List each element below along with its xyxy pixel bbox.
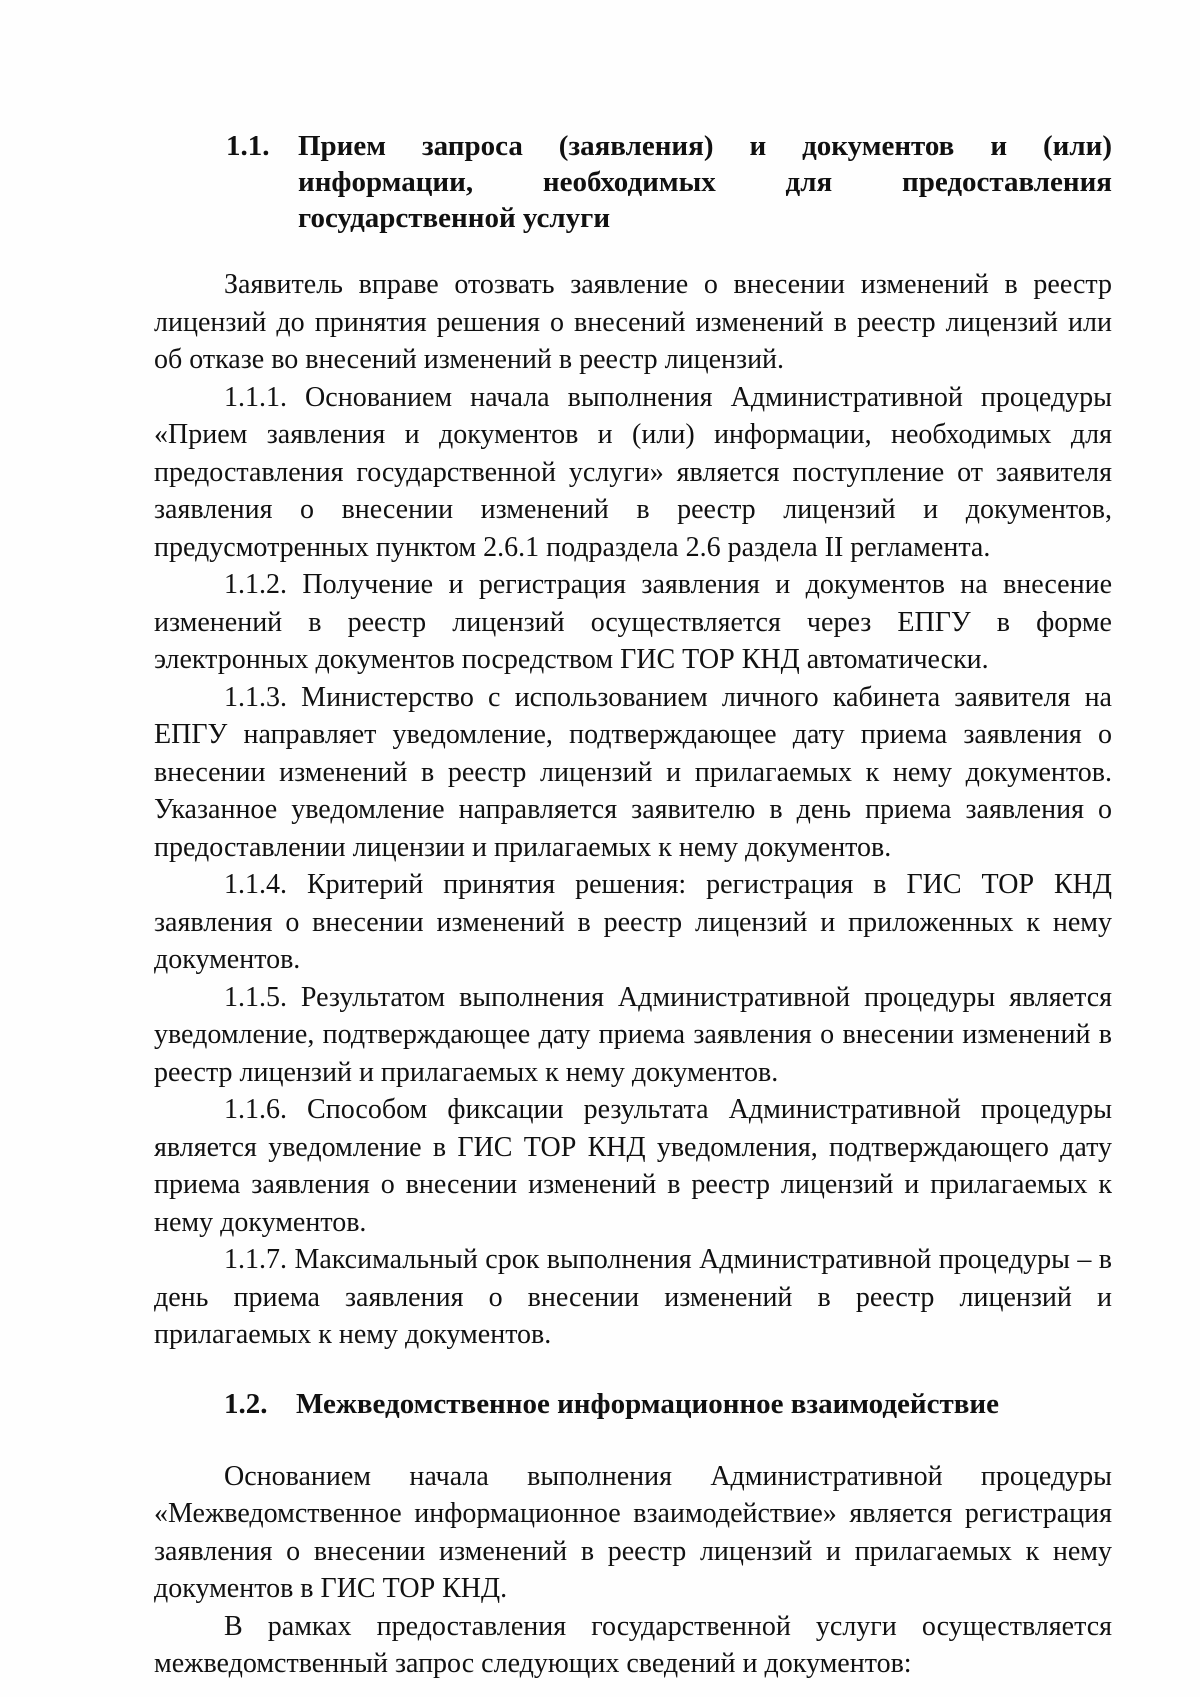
section-heading-1-1	[154, 128, 1112, 236]
section-number: 1.1.	[226, 130, 270, 162]
section-title: Межведомственное информационное взаимодействие	[296, 1387, 999, 1420]
paragraph: 1.1.7. Максимальный срок выполнения Административной процедуры – в день приема заявления о внесении изменений в реестр лицензий и прилагаемых к нему документов.	[154, 1244, 1112, 1350]
paragraph: 1.1.5. Результатом выполнения Административной процедуры является уведомление, подтверждающее дату приема заявления о внесении изменений в реестр лицензий и прилагаемых к нему документов.	[154, 981, 1112, 1088]
paragraph: В рамках предоставления государственной услуги осуществляется межведомственный запрос следующих сведений и документов:	[154, 1610, 1112, 1679]
paragraph: 1.1.2. Получение и регистрация заявления и документов на внесение изменений в реестр лицензий осуществляется через ЕПГУ в форме электронных документов посредством ГИС ТОР КНД автоматически.	[154, 569, 1112, 675]
section-spacer	[154, 1354, 1112, 1386]
paragraph: Заявитель вправе отозвать заявление о внесении изменений в реестр лицензий до принятия решения о внесений изменений в реестр лицензий или об отказе во внесений изменений в реестр лицензий.	[154, 269, 1112, 375]
paragraph: 1.1.3. Министерство с использованием личного кабинета заявителя на ЕПГУ направляет уведомление, подтверждающее дату приема заявления о внесении изменений в реестр лицензий и прилагаемых к нему документов. Указанное уведомление направляется заявителю в день приема заявления о предоставлении лицензии и прилагаемых к нему документов.	[154, 681, 1112, 863]
paragraph: Основанием начала выполнения Административной процедуры «Межведомственное информационное взаимодействие» является регистрация заявления о внесении изменений в реестр лицензий и прилагаемых к нему документов в ГИС ТОР КНД.	[154, 1460, 1112, 1604]
section-title: Прием запроса (заявления) и документов и (или) информации, необходимых для предоставления государственной услуги	[298, 130, 1112, 234]
section-number: 1.2.	[224, 1387, 268, 1420]
paragraph: 1.1.6. Способом фиксации результата Административной процедуры является уведомление в ГИС ТОР КНД уведомления, подтверждающего дату приема заявления о внесении изменений в реестр лицензий и прилагаемых к нему документов.	[154, 1094, 1112, 1238]
paragraph: 1.1.1. Основанием начала выполнения Административной процедуры «Прием заявления и документов и (или) информации, необходимых для предоставления государственной услуги» является поступление от заявителя заявления о внесении изменений в реестр лицензий и документов, предусмотренных пунктом 2.6.1 подраздела 2.6 раздела II регламента.	[154, 381, 1112, 563]
section-heading-1-2	[154, 1386, 1112, 1422]
document-body	[154, 128, 1112, 1683]
paragraph: 1.1.4. Критерий принятия решения: регистрация в ГИС ТОР КНД заявления о внесении изменений в реестр лицензий и приложенных к нему документов.	[154, 869, 1112, 975]
